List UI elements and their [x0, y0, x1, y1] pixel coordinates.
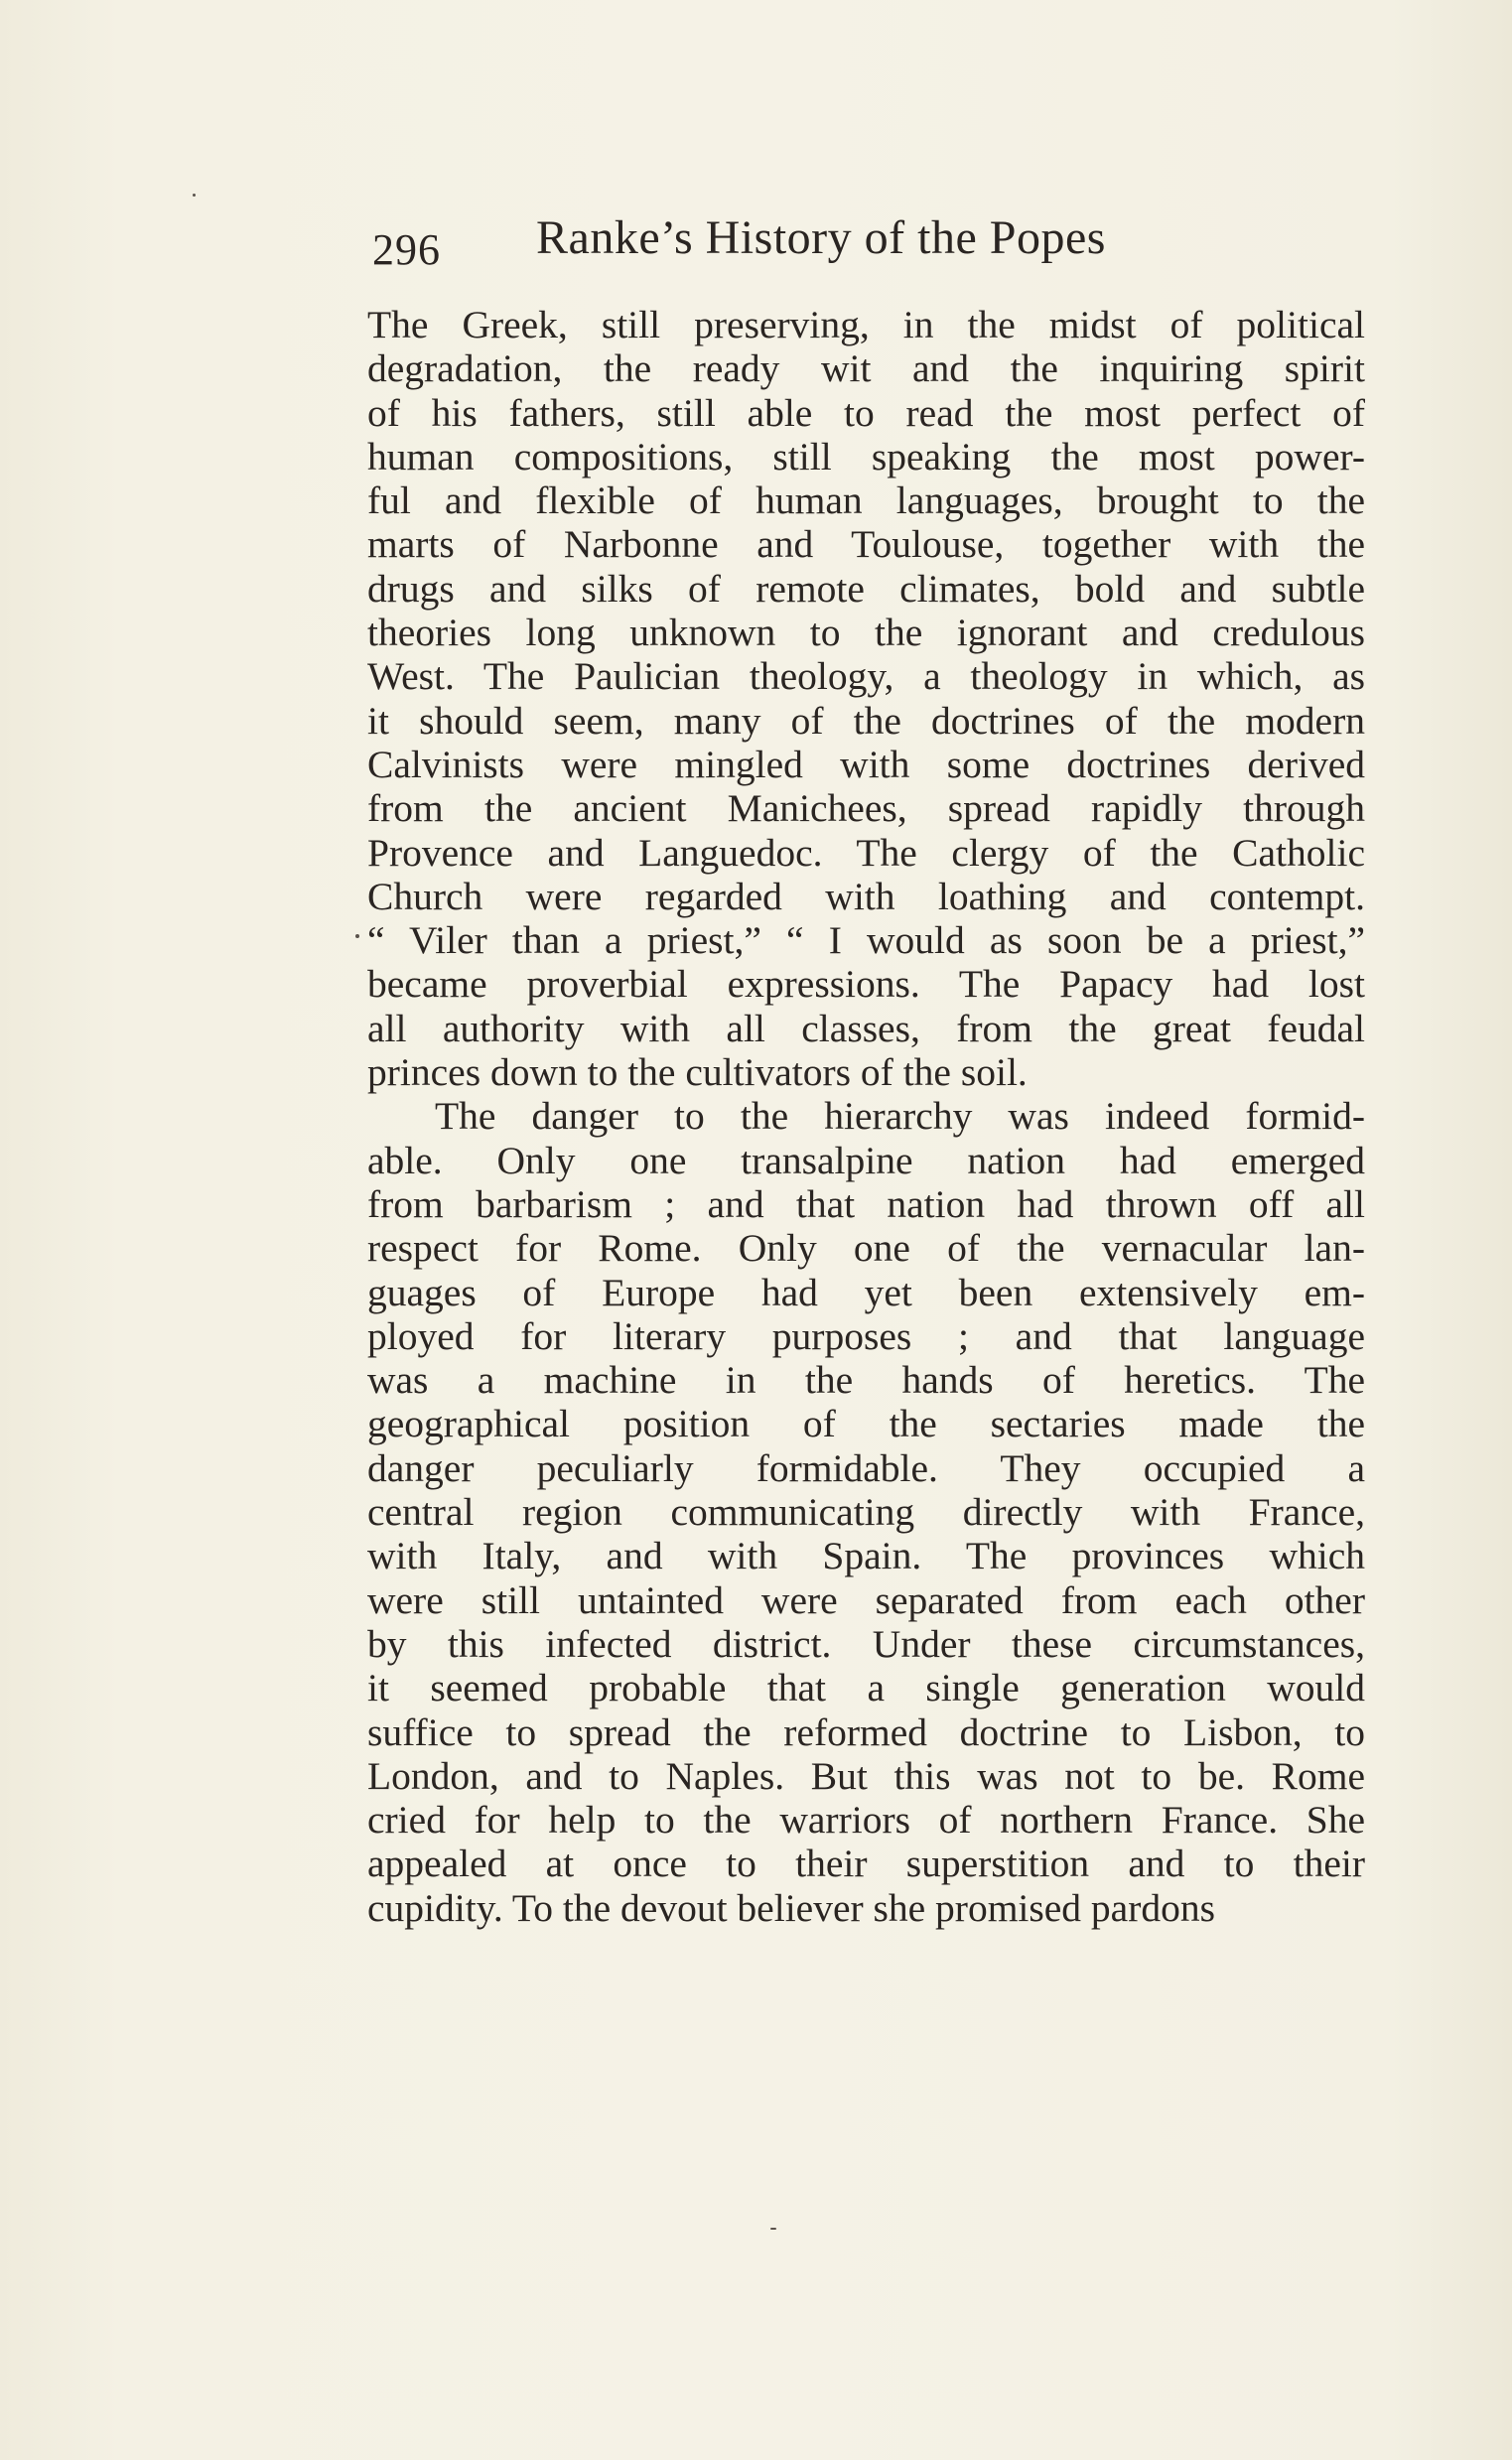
paragraph — [367, 1094, 1365, 1930]
text-line: by this infected district. Under these circumstances, — [367, 1621, 1365, 1666]
text-line: it seemed probable that a single generation would — [367, 1666, 1365, 1710]
text-line: marts of Narbonne and Toulouse, together with the — [367, 522, 1365, 567]
text-line: degradation, the ready wit and the inquiring spirit — [367, 346, 1365, 391]
text-line: drugs and silks of remote climates, bold and subtle — [367, 566, 1365, 611]
text-line: Calvinists were mingled with some doctrines derived — [367, 742, 1365, 786]
text-line: with Italy, and with Spain. The provinces which — [367, 1534, 1365, 1578]
text-line: from barbarism ; and that nation had thrown off all — [367, 1181, 1365, 1226]
text-line: London, and to Naples. But this was not to be. Rome — [367, 1753, 1365, 1798]
text-line: was a machine in the hands of heretics. The — [367, 1358, 1365, 1403]
text-line: suffice to spread the reformed doctrine to Lisbon, to — [367, 1709, 1365, 1754]
text-line: princes down to the cultivators of the soil. — [367, 1050, 1028, 1095]
text-line: able. Only one transalpine nation had emerged — [367, 1138, 1365, 1182]
text-line: West. The Paulician theology, a theology in which, as — [367, 654, 1365, 699]
page-header — [372, 210, 1206, 280]
text-line: The Greek, still preserving, in the midst of political — [367, 303, 1365, 346]
text-line: ful and flexible of human languages, brought to the — [367, 478, 1365, 523]
text-line: ployed for literary purposes ; and that language — [367, 1313, 1365, 1358]
text-line: cried for help to the warriors of northern France. She — [367, 1798, 1365, 1843]
text-line: Church were regarded with loathing and contempt. — [367, 874, 1365, 918]
text-line: respect for Rome. Only one of the vernacular lan- — [367, 1226, 1365, 1271]
text-line: became proverbial expressions. The Papacy had lost — [367, 962, 1365, 1007]
text-line: of his fathers, still able to read the most perfect of — [367, 390, 1365, 435]
text-line: appealed at once to their superstition and to their — [367, 1842, 1365, 1886]
paper-speck — [193, 194, 196, 197]
text-line: central region communicating directly with France, — [367, 1490, 1365, 1535]
text-line: The danger to the hierarchy was indeed formid- — [435, 1094, 1365, 1139]
text-line: from the ancient Manichees, spread rapidly through — [367, 786, 1365, 831]
text-line: human compositions, still speaking the most power- — [367, 434, 1365, 478]
text-line: danger peculiarly formidable. They occupied a — [367, 1445, 1365, 1490]
text-line: theories long unknown to the ignorant and credulous — [367, 611, 1365, 655]
text-line: it should seem, many of the doctrines of the modern — [367, 698, 1365, 743]
running-title: Ranke’s History of the Popes — [536, 211, 1106, 264]
text-line: cupidity. To the devout believer she promised pardons — [367, 1885, 1215, 1930]
text-line: were still untainted were separated from each other — [367, 1577, 1365, 1622]
paragraph — [367, 303, 1365, 1094]
text-line: guages of Europe had yet been extensively em- — [367, 1270, 1365, 1314]
paper-speck — [355, 934, 359, 938]
text-line: all authority with all classes, from the great feudal — [367, 1006, 1365, 1050]
text-line: geographical position of the sectaries made the — [367, 1402, 1365, 1446]
paper-speck — [770, 2228, 776, 2230]
text-line: “ Viler than a priest,” “ I would as soon be a priest,” — [367, 918, 1365, 963]
body-text — [367, 303, 1365, 1930]
page-number: 296 — [372, 225, 441, 274]
text-line: Provence and Languedoc. The clergy of the Catholic — [367, 830, 1365, 875]
